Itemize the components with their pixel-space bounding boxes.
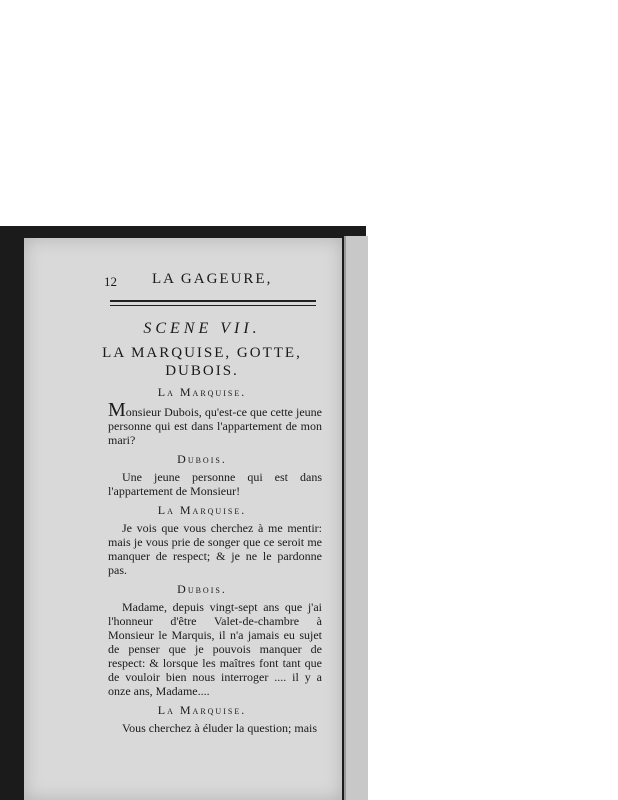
speech-text: Madame, depuis vingt-sept ans que j'ai l'honneur d'être Valet-de-chambre à Monsieur le Marquis, il n'a jamais eu sujet de penser que je pouvois manquer de respect: & lorsque les maîtres font tant que de vouloir bien nous interroger .... il y a onze ans, Madame.... [108, 600, 322, 698]
speech-text: Une jeune personne qui est dans l'appartement de Monsieur! [108, 470, 322, 498]
speech-text [108, 399, 322, 447]
speech-text: Vous cherchez à éluder la question; mais [122, 721, 318, 735]
speaker-label: La Marquise. [157, 703, 247, 717]
scene-title: SCENE VII. [143, 320, 261, 337]
speaker-label: Dubois. [177, 582, 227, 596]
speaker-label: La Marquise. [157, 385, 247, 399]
speaker-label: Dubois. [177, 452, 227, 466]
header-rule [110, 300, 316, 306]
speech-text: Je vois que vous cherchez à me mentir: mais je vous prie de songer que ce seroit me manquer de respect; & je ne le pardonne pas. [108, 521, 322, 577]
page-number: 12 [104, 274, 117, 289]
page-header [82, 268, 322, 292]
scene-characters: LA MARQUISE, GOTTE, DUBOIS. [102, 345, 302, 379]
speech-text-rest: onsieur Dubois, qu'est-ce que cette jeune personne qui est dans l'appartement de mon mari? [108, 405, 322, 447]
drop-cap: M [108, 399, 126, 421]
speaker-label: La Marquise. [157, 503, 247, 517]
page-content [82, 268, 322, 735]
adjacent-page-edge [344, 236, 368, 800]
running-title: LA GAGEURE, [152, 271, 273, 287]
